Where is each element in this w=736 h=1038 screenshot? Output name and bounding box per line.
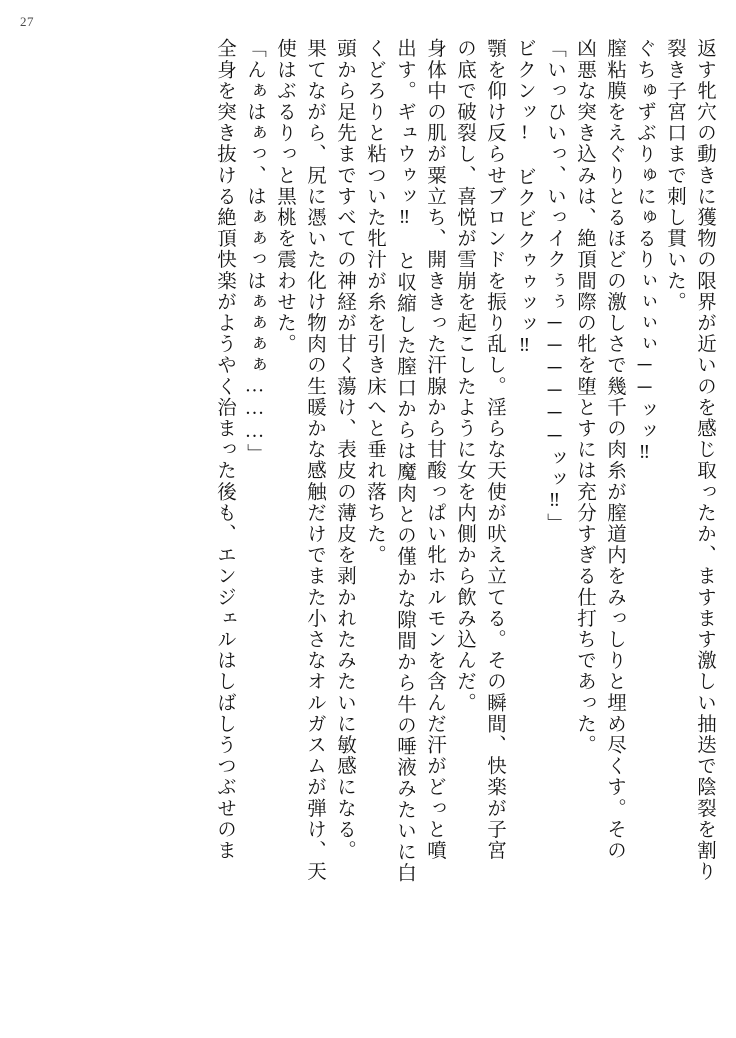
text-line: 裂き子宮口まで刺し貫いた。	[664, 38, 685, 313]
text-line: 「んぁはぁっ、はぁぁっはぁぁぁぁ………」	[244, 38, 265, 465]
text-line: 全身を突き抜ける絶頂快楽がようやく治まった後も、エンジェルはしばしうつぶせのま	[214, 38, 235, 861]
text-line: 使はぶるりっと黒桃を震わせた。	[274, 38, 295, 355]
text-line: 「いっひいっ、いっイクぅぅ──────ッッ‼」	[544, 38, 565, 534]
text-line: ぐちゅずぶりゅにゅるりぃぃぃぃ──ッッ‼	[634, 38, 655, 465]
text-line: 出す。ギュウゥッ‼ と収縮した膣口からは魔肉との僅かな隙間から牛の唾液みたいに白	[394, 38, 415, 884]
vertical-text-body	[52, 38, 714, 1012]
text-line: 果てながら、尻に憑いた化け物肉の生暖かな感触だけでまた小さなオルガスムが弾け、天	[304, 38, 325, 882]
text-line: ビクンッ! ビクビクゥゥッッ‼	[514, 38, 535, 358]
text-line: 顎を仰け反らせブロンドを振り乱し。淫らな天使が吠え立てる。その瞬間、快楽が子宮	[484, 38, 505, 861]
text-line: 身体中の肌が粟立ち、開ききった汗腺から甘酸っぱい牝ホルモンを含んだ汗がどっと噴	[424, 38, 445, 861]
text-line: 凶悪な突き込みは、絶頂間際の牝を堕とすには充分すぎる仕打ちであった。	[574, 38, 595, 756]
text-line: 膣粘膜をえぐりとるほどの激しさで幾千の肉糸が膣道内をみっしりと埋め尽くす。その	[604, 38, 625, 861]
text-line: くどろりと粘ついた牝汁が糸を引き床へと垂れ落ちた。	[364, 38, 385, 566]
page-number: 27	[20, 14, 34, 29]
text-line: 頭から足先まですべての神経が甘く蕩け、表皮の薄皮を剥かれたみたいに敏感になる。	[334, 38, 355, 861]
text-line: の底で破裂し、喜悦が雪崩を起こしたように女を内側から飲み込んだ。	[454, 38, 475, 714]
text-line: 返す牝穴の動きに獲物の限界が近いのを感じ取ったか、ますます激しい抽迭で陰裂を割り	[694, 38, 715, 882]
